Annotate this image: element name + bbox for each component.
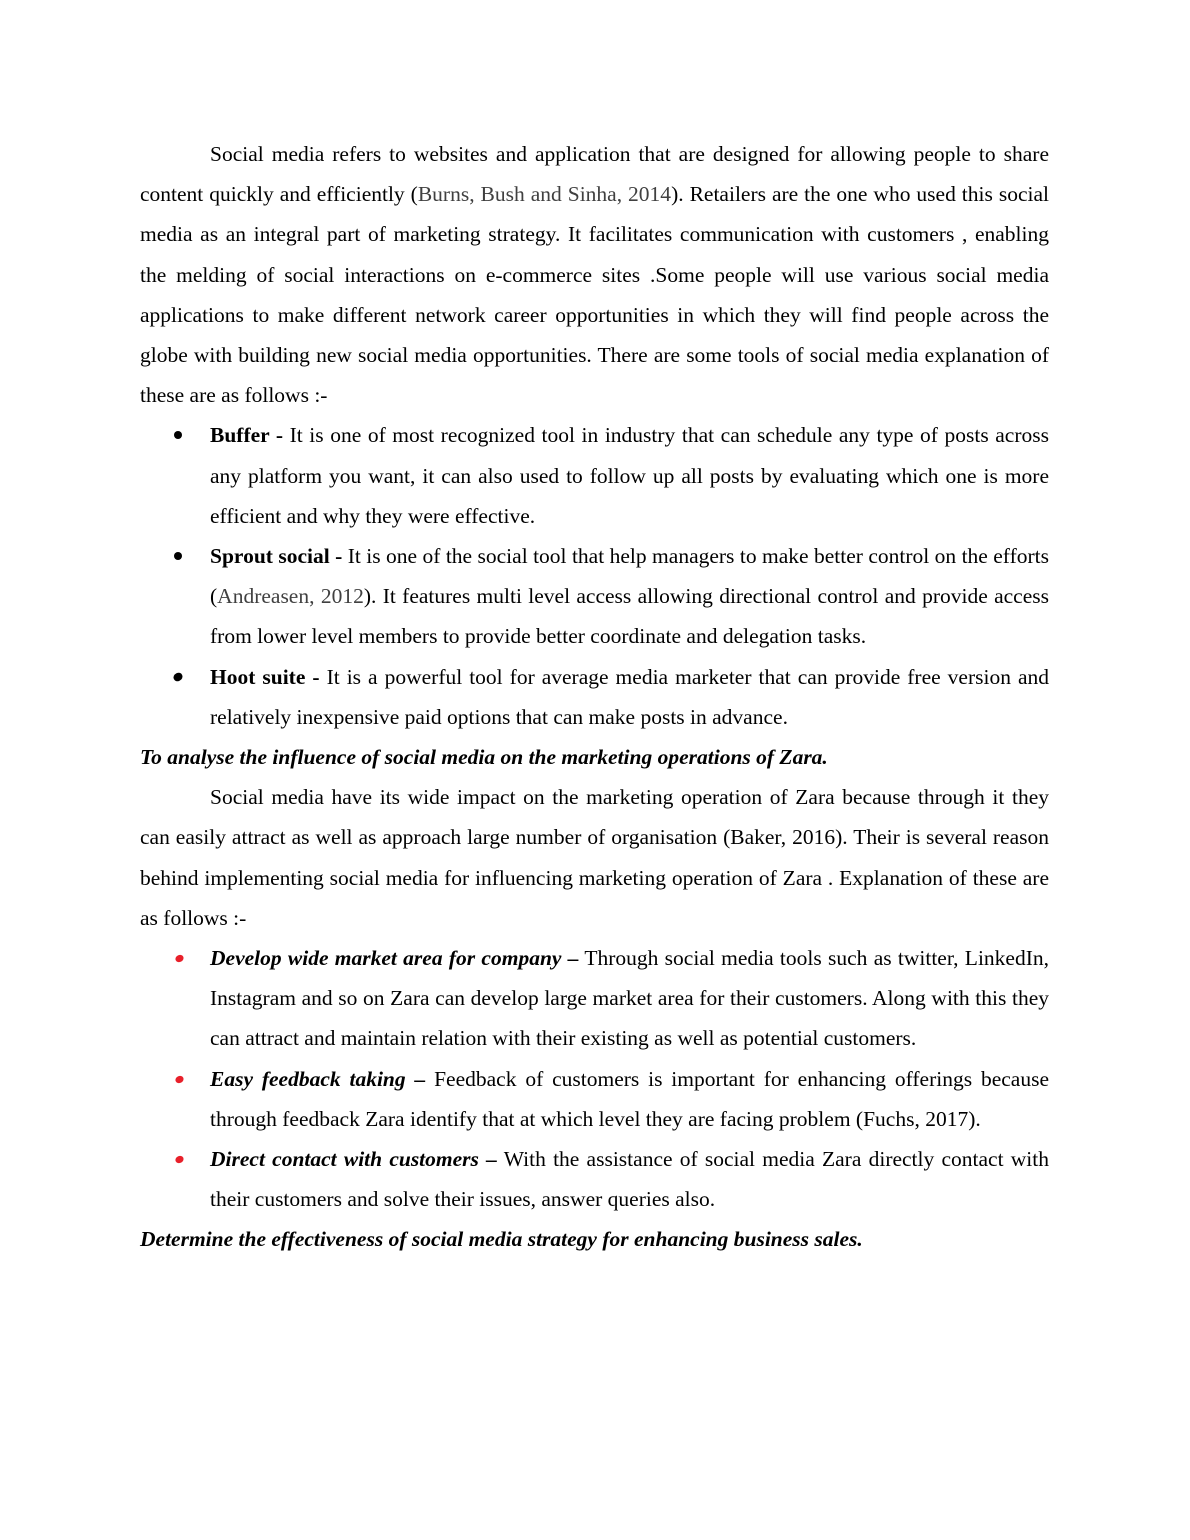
list-item-term: Develop wide market area for company –: [210, 946, 579, 971]
citation: Burns, Bush and Sinha, 2014: [417, 182, 672, 207]
list-item-term: Sprout social -: [210, 544, 343, 569]
red-bullet-icon: [174, 954, 185, 964]
list-item: [140, 536, 1049, 657]
list-item-text: It is one of the social tool that help managers to make better control on the efforts (: [210, 544, 1049, 609]
bullet-icon: [174, 431, 182, 439]
list-item: [140, 657, 1049, 737]
list-item-term: Easy feedback taking –: [210, 1066, 426, 1091]
red-bullet-icon: [174, 1155, 185, 1165]
tools-list: [140, 415, 1049, 737]
list-item-text: It is a powerful tool for average media marketer that can provide free version and relatively inexpensive paid options that can make posts in advance.: [210, 664, 1049, 729]
list-item-text: With the assistance of social media Zara directly contact with their customers and solve their issues, answer queries also.: [210, 1147, 1049, 1212]
list-item-text: Through social media tools such as twitter, LinkedIn, Instagram and so on Zara can develop large market area for their customers. Along with this they can attract and maintain relation with their existing as well as potential customers.: [210, 946, 1049, 1051]
list-item-term: Hoot suite -: [210, 664, 320, 689]
list-item: [140, 1059, 1049, 1139]
reasons-list: [140, 938, 1049, 1219]
body-paragraph: Social media have its wide impact on the marketing operation of Zara because through it they can easily attract as well as approach large number of organisation (Baker, 2016). Their is several reason behind implementing social media for influencing marketing operation of Zara . Explanation of these are as follows :-: [140, 785, 1049, 930]
intro-paragraph: [140, 134, 1049, 415]
list-item-term: Direct contact with customers –: [210, 1147, 497, 1172]
bullet-icon: [174, 552, 182, 560]
list-item: [140, 415, 1049, 536]
intro-text-1: Social media refers to websites and application that are designed for allowing people to share content quickly and efficiently (: [140, 142, 1049, 207]
document-page: [140, 134, 1049, 1260]
list-item-term: Buffer -: [210, 423, 284, 448]
citation: Andreasen, 2012: [217, 584, 364, 609]
section-heading: To analyse the influence of social media on the marketing operations of Zara.: [140, 745, 828, 770]
list-item-text: Feedback of customers is important for enhancing offerings because through feedback Zara identify that at which level they are facing problem (Fuchs, 2017).: [210, 1066, 1049, 1131]
list-item: [140, 938, 1049, 1059]
intro-text-2: ). Retailers are the one who used this social media as an integral part of marketing strategy. It facilitates communication with customers , enabling the melding of social interactions on e-commerce sites .Some people will use various social media applications to make different network career opportunities in which they will find people across the globe with building new social media opportunities. There are some tools of social media explanation of these are as follows :-: [140, 182, 1049, 408]
list-item-text: ). It features multi level access allowing directional control and provide access from lower level members to provide better coordinate and delegation tasks.: [210, 584, 1050, 649]
list-item-text: It is one of most recognized tool in industry that can schedule any type of posts across any platform you want, it can also used to follow up all posts by evaluating which one is more efficient and why they were effective.: [210, 423, 1049, 528]
section-heading: Determine the effectiveness of social media strategy for enhancing business sales.: [140, 1227, 863, 1252]
red-bullet-icon: [174, 1074, 185, 1084]
list-item: [140, 1139, 1049, 1219]
bullet-icon: [172, 671, 184, 682]
